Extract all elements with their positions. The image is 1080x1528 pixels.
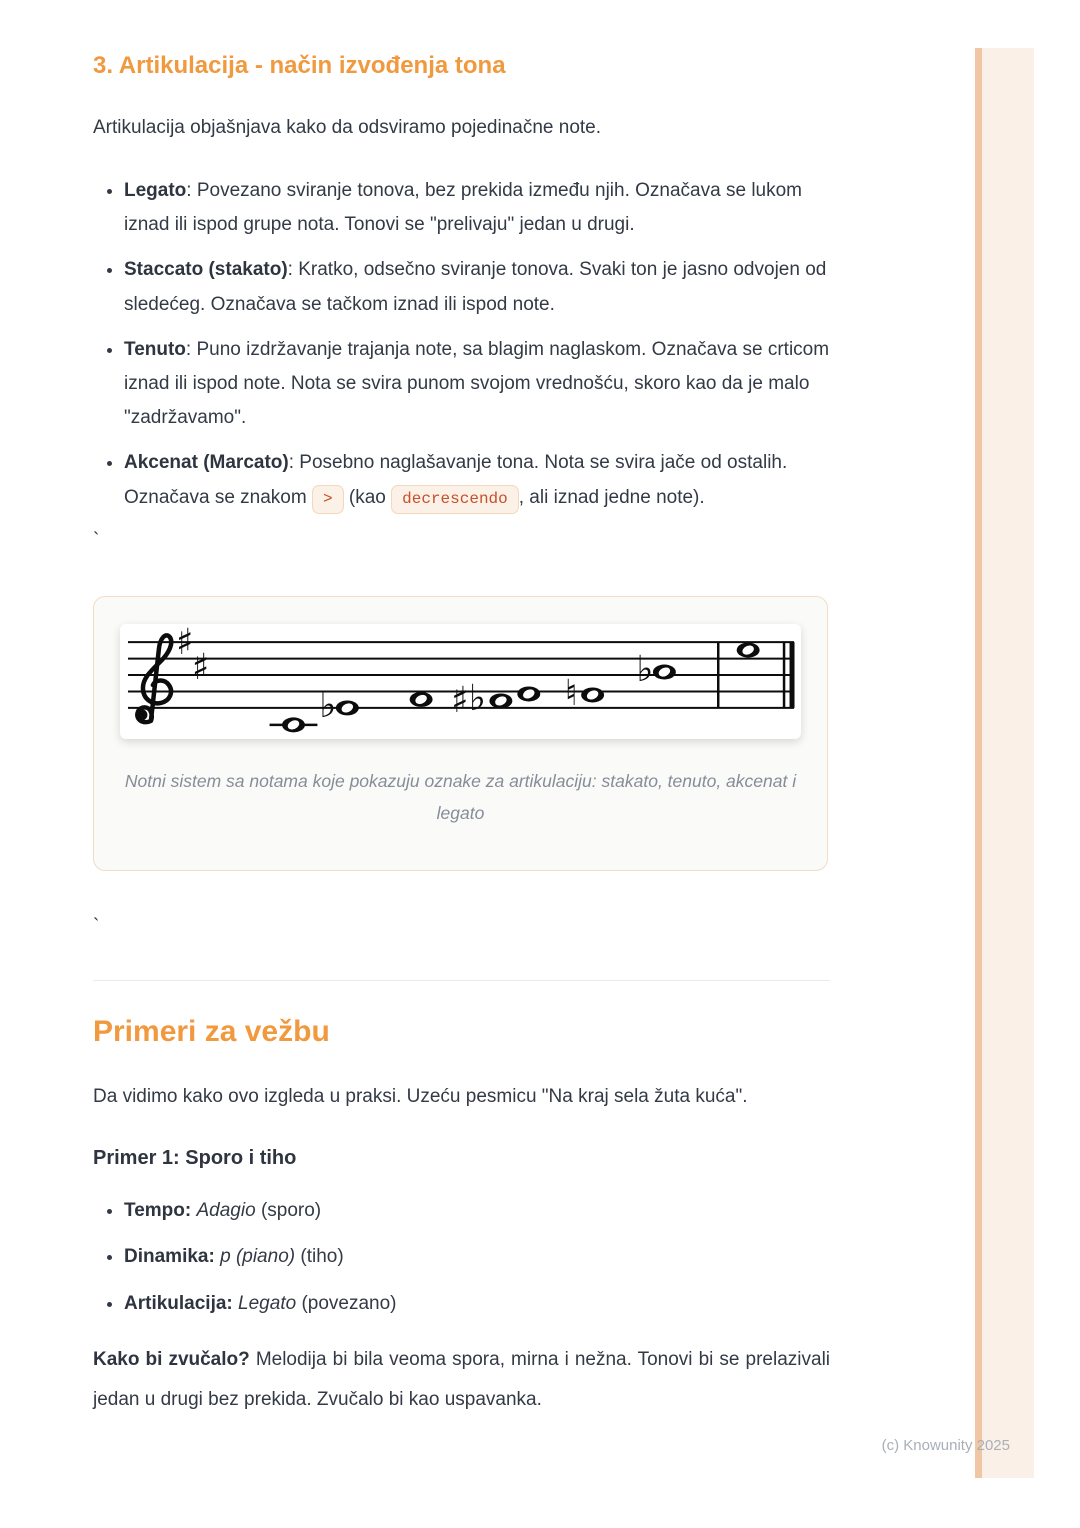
inline-code-accent-symbol: > (312, 485, 344, 514)
inline-code-decrescendo: decrescendo (391, 485, 519, 514)
term-value-italic: Legato (238, 1292, 297, 1314)
natural-icon: ♮ (564, 672, 578, 714)
whole-note (737, 642, 760, 657)
list-item-akcenat (124, 446, 830, 514)
whole-note (517, 686, 540, 701)
term-label: Tenuto (124, 338, 186, 360)
list-item-staccato (124, 253, 830, 321)
flat-icon: ♭ (319, 684, 337, 726)
list-item-dinamika (124, 1242, 830, 1271)
articulation-list (93, 174, 830, 515)
stray-backtick: ` (93, 915, 100, 937)
music-staff-graphic (120, 624, 801, 739)
list-item-tempo (124, 1196, 830, 1225)
whole-note (653, 664, 676, 679)
term-description: , ali iznad jedne note). (518, 486, 705, 508)
term-note: (tiho) (300, 1246, 344, 1268)
outro-paragraph (93, 1340, 830, 1420)
whole-note (282, 717, 305, 732)
term-description: : Puno izdržavanje trajanja note, sa blagim naglaskom. Označava se crticom iznad ili ispod note. Nota se svira punom svojom vrednošću, skoro kao da je malo "zadržavamo". (124, 338, 830, 429)
sharp-icon: ♯ (451, 679, 469, 721)
stray-backtick: ` (93, 529, 100, 551)
example-title: Primer 1: Sporo i tiho (93, 1146, 297, 1169)
term-label: Artikulacija: (124, 1292, 233, 1314)
section-divider (93, 980, 830, 981)
list-item-artikulacija (124, 1289, 830, 1318)
list-item-legato (124, 174, 830, 242)
term-label: Legato (124, 180, 187, 202)
term-label: Staccato (stakato) (124, 259, 288, 281)
sharp-icon: ♯ (175, 623, 194, 663)
term-value-italic: Adagio (196, 1199, 256, 1221)
whole-note (410, 692, 433, 707)
document-content (93, 0, 830, 1420)
outro-question: Kako bi zvučalo? (93, 1348, 250, 1370)
term-label: Dinamika: (124, 1246, 215, 1268)
practice-heading: Primeri za vežbu (93, 1014, 330, 1048)
sheet-music-image (120, 624, 801, 739)
sharp-icon: ♯ (191, 646, 210, 688)
term-description: : Povezano sviranje tonova, bez prekida između njih. Označava se lukom iznad ili ispod grupe nota. Tonovi se "prelivaju" jedan u drugi. (124, 180, 802, 236)
practice-intro-paragraph: Da vidimo kako ovo izgleda u praksi. Uzeću pesmicu "Na kraj sela žuta kuća". (93, 1085, 748, 1107)
term-value-italic: p (piano) (220, 1246, 296, 1268)
treble-clef-icon (136, 635, 171, 722)
term-note: (sporo) (260, 1199, 322, 1221)
flat-icon: ♭ (468, 677, 486, 719)
term-label: Tempo: (124, 1199, 192, 1221)
term-description: : Kratko, odsečno sviranje tonova. Svaki ton je jasno odvojen od sledećeg. Označava se tačkom iznad ili ispod note. (124, 259, 827, 315)
whole-note (581, 687, 604, 702)
intro-paragraph: Artikulacija objašnjava kako da odsviramo pojedinačne note. (93, 117, 602, 138)
flat-icon: ♭ (636, 648, 654, 690)
term-label: Akcenat (Marcato) (124, 452, 289, 474)
list-item-tenuto (124, 333, 830, 436)
example-list (93, 1196, 830, 1318)
section-heading: 3. Artikulacija - način izvođenja tona (93, 52, 506, 79)
term-note: (povezano) (301, 1292, 397, 1314)
copyright-notice: (c) Knowunity 2025 (881, 1437, 1010, 1454)
sheet-music-card (93, 596, 828, 871)
term-description: (kao (348, 486, 386, 508)
whole-note (336, 700, 359, 715)
whole-note (489, 693, 512, 708)
right-margin-bar (975, 48, 1034, 1478)
outro-text: Melodija bi bila veoma spora, mirna i nežna. Tonovi bi se prelazivali jedan u drugi bez prekida. Zvučalo bi kao uspavanka. (93, 1348, 831, 1410)
figure-caption: Notni sistem sa notama koje pokazuju oznake za artikulaciju: stakato, tenuto, akcenat i legato (124, 770, 797, 824)
term-description: : Posebno naglašavanje tona. Nota se svira jače od ostalih. Označava se znakom (124, 452, 788, 508)
